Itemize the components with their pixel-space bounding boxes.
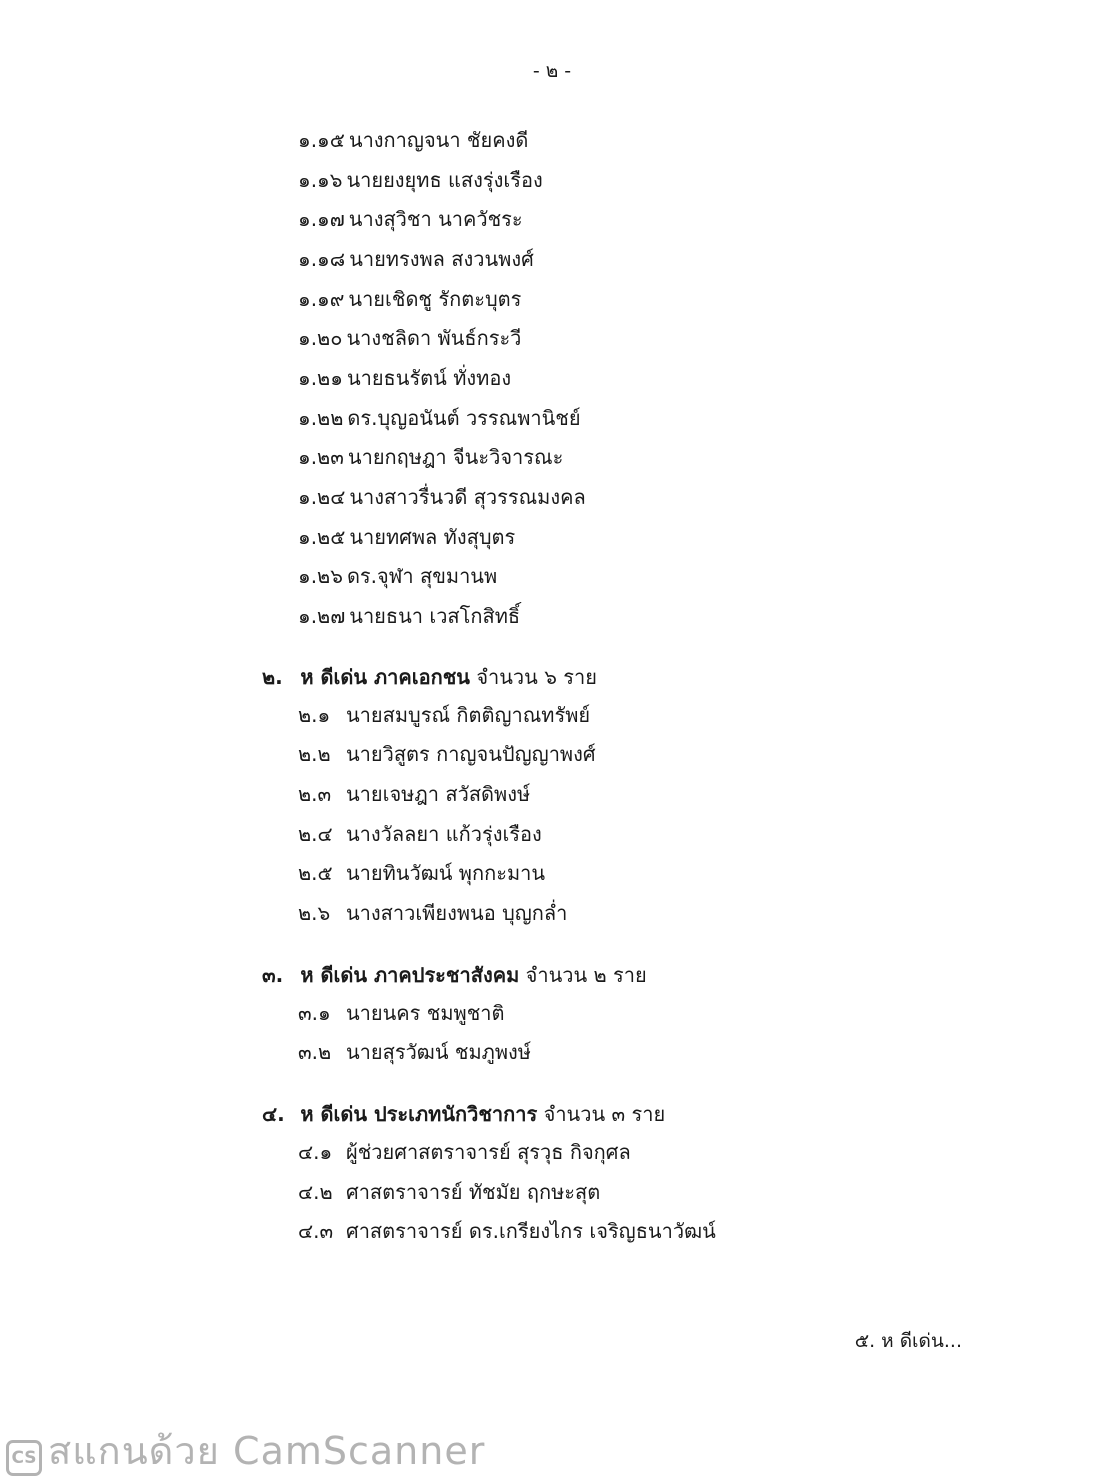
list-item <box>298 1038 531 1066</box>
list-item <box>298 740 596 768</box>
item-number: ๑.๑๘ <box>298 247 346 271</box>
section-title: ห ดีเด่น ภาคประชาสังคม <box>300 963 520 987</box>
list-item <box>298 1138 631 1166</box>
item-number: ๔.๓ <box>298 1219 334 1243</box>
list-item <box>298 364 511 392</box>
item-number: ๒.๑ <box>298 703 331 727</box>
list-item <box>298 245 534 273</box>
item-number: ๑.๒๔ <box>298 485 346 509</box>
item-number: ๒.๓ <box>298 782 332 806</box>
list-item <box>298 126 528 154</box>
item-number: ๑.๒๖ <box>298 564 343 588</box>
item-name: นายเจษฎา สวัสดิพงษ์ <box>346 782 531 806</box>
item-number: ๒.๖ <box>298 901 331 925</box>
item-name: นางกาญจนา ชัยคงดี <box>348 128 529 152</box>
list-item <box>298 859 545 887</box>
list-item <box>298 443 563 471</box>
item-name: ดร.บุญอนันต์ วรรณพานิชย์ <box>347 406 581 430</box>
section-number: ๔. <box>262 1102 285 1126</box>
item-name: นายสมบูรณ์ กิตติญาณทรัพย์ <box>346 703 591 727</box>
page-number: - ๒ - <box>532 60 572 82</box>
list-item <box>298 999 505 1027</box>
list-item <box>298 899 567 927</box>
item-name: นางสาวเพียงพนอ บุญกล่ำ <box>346 901 568 925</box>
item-number: ๔.๑ <box>298 1140 333 1164</box>
item-name: นายทินวัฒน์ พุกกะมาน <box>346 861 546 885</box>
item-number: ๑.๑๖ <box>298 168 343 192</box>
item-number: ๒.๕ <box>298 861 333 885</box>
item-number: ๓.๒ <box>298 1040 332 1064</box>
list-item <box>298 780 530 808</box>
list-item <box>298 166 543 194</box>
item-name: นายธนรัตน์ ทั่งทอง <box>346 366 512 390</box>
section-heading <box>262 959 647 991</box>
list-item <box>298 562 497 590</box>
item-name: นางวัลลยา แก้วรุ่งเรือง <box>346 822 542 846</box>
continuation-text: ๕. ห ดีเด่น... <box>854 1330 962 1352</box>
item-name: นายนคร ชมพูชาติ <box>346 1001 505 1025</box>
item-name: นายวิสูตร กาญจนปัญญาพงศ์ <box>346 742 596 766</box>
item-number: ๑.๒๒ <box>298 406 344 430</box>
item-number: ๒.๒ <box>298 742 331 766</box>
list-item <box>298 602 520 630</box>
section-heading <box>262 661 597 693</box>
item-name: ศาสตราจารย์ ทัชมัย ฤกษะสุต <box>346 1180 601 1204</box>
item-name: ผู้ช่วยศาสตราจารย์ สุรวุธ กิจกุศล <box>346 1140 631 1164</box>
list-item <box>298 1217 716 1245</box>
list-item <box>298 1178 600 1206</box>
camscanner-logo-icon: CS <box>6 1440 42 1476</box>
item-name: นายธนา เวสโกสิทธิ์ <box>349 604 521 628</box>
item-number: ๔.๒ <box>298 1180 333 1204</box>
item-number: ๑.๒๗ <box>298 604 346 628</box>
list-item <box>298 205 523 233</box>
list-item <box>298 701 590 729</box>
section-title: ห ดีเด่น ประเภทนักวิชาการ <box>300 1102 538 1126</box>
list-item <box>298 523 515 551</box>
item-number: ๒.๔ <box>298 822 333 846</box>
item-number: ๓.๑ <box>298 1001 331 1025</box>
section-count: จำนวน ๓ ราย <box>543 1102 666 1126</box>
item-name: นายกฤษฎา จีนะวิจารณะ <box>347 445 564 469</box>
list-item <box>298 324 521 352</box>
item-name: นางสุวิชา นาควัชระ <box>348 207 523 231</box>
section-number: ๒. <box>262 665 283 689</box>
list-item <box>298 483 586 511</box>
list-item <box>298 285 521 313</box>
section-title: ห ดีเด่น ภาคเอกชน <box>300 665 470 689</box>
item-number: ๑.๒๓ <box>298 445 344 469</box>
item-name: นายเชิดชู รักตะบุตร <box>348 287 522 311</box>
item-number: ๑.๑๕ <box>298 128 345 152</box>
item-name: นางชลิดา พันธ์กระวี <box>346 326 522 350</box>
item-name: นายทรงพล สงวนพงศ์ <box>349 247 534 271</box>
section-count: จำนวน ๒ ราย <box>525 963 647 987</box>
item-name: นายสุรวัฒน์ ชมภูพงษ์ <box>346 1040 531 1064</box>
item-number: ๑.๒๐ <box>298 326 343 350</box>
item-number: ๑.๑๗ <box>298 207 345 231</box>
list-item <box>298 404 581 432</box>
item-name: นายยงยุทธ แสงรุ่งเรือง <box>346 168 543 192</box>
section-count: จำนวน ๖ ราย <box>476 665 597 689</box>
camscanner-watermark <box>6 1420 485 1481</box>
list-item <box>298 820 542 848</box>
item-name: ดร.จุฬา สุขมานพ <box>346 564 498 588</box>
item-number: ๑.๑๙ <box>298 287 345 311</box>
item-name: นายทศพล ทังสุบุตร <box>349 525 516 549</box>
item-name: ศาสตราจารย์ ดร.เกรียงไกร เจริญธนาวัฒน์ <box>346 1219 716 1243</box>
item-number: ๑.๒๕ <box>298 525 346 549</box>
watermark-text: สแกนด้วย CamScanner <box>48 1429 486 1473</box>
section-heading <box>262 1098 665 1130</box>
item-number: ๑.๒๑ <box>298 366 343 390</box>
section-number: ๓. <box>262 963 284 987</box>
item-name: นางสาวรื่นวดี สุวรรณมงคล <box>349 485 586 509</box>
